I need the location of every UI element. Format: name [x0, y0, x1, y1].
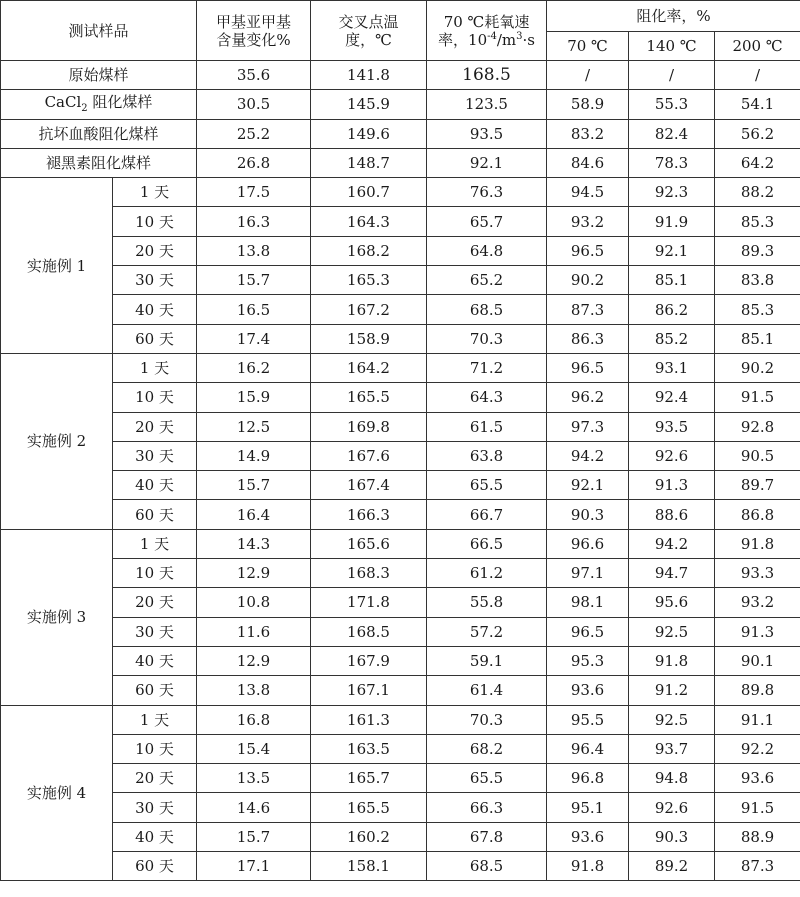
cell-r140: 93.7	[629, 734, 715, 763]
cell-r140: 95.6	[629, 588, 715, 617]
cell-r140: 91.3	[629, 471, 715, 500]
cell-cross: 167.2	[311, 295, 427, 324]
cell-r200: 90.1	[715, 646, 800, 675]
cell-methyl: 26.8	[197, 148, 311, 177]
cell-r140: 92.1	[629, 236, 715, 265]
cell-oxy: 67.8	[427, 822, 547, 851]
cell-r140: 89.2	[629, 852, 715, 881]
cell-r200: 90.5	[715, 441, 800, 470]
header-t70: 70 ℃	[547, 32, 629, 61]
cell-day: 1 天	[113, 529, 197, 558]
cell-r200: 93.3	[715, 559, 800, 588]
cell-r140: 92.6	[629, 793, 715, 822]
cell-oxy: 57.2	[427, 617, 547, 646]
cell-methyl: 30.5	[197, 90, 311, 119]
table-row	[1, 441, 800, 470]
sample-name: 原始煤样	[1, 61, 197, 90]
header-t200: 200 ℃	[715, 32, 800, 61]
table-row	[1, 383, 800, 412]
cell-cross: 145.9	[311, 90, 427, 119]
cell-r140: 85.2	[629, 324, 715, 353]
group-rows	[1, 178, 800, 881]
cell-r70: 84.6	[547, 148, 629, 177]
cell-methyl: 11.6	[197, 617, 311, 646]
cell-r140: 93.5	[629, 412, 715, 441]
cell-oxy: 61.5	[427, 412, 547, 441]
cell-methyl: 35.6	[197, 61, 311, 90]
cell-r140: 86.2	[629, 295, 715, 324]
cell-day: 30 天	[113, 441, 197, 470]
cell-r200: 86.8	[715, 500, 800, 529]
table-row	[1, 119, 800, 148]
header-t140: 140 ℃	[629, 32, 715, 61]
table-row	[1, 90, 800, 119]
cell-cross: 165.3	[311, 266, 427, 295]
cell-r200: 85.1	[715, 324, 800, 353]
group-label: 实施例 2	[1, 353, 113, 529]
cell-methyl: 15.4	[197, 734, 311, 763]
cell-methyl: 14.9	[197, 441, 311, 470]
group-label: 实施例 4	[1, 705, 113, 881]
cell-r70: 95.3	[547, 646, 629, 675]
cell-methyl: 17.5	[197, 178, 311, 207]
cell-r70: 96.5	[547, 236, 629, 265]
cell-methyl: 15.9	[197, 383, 311, 412]
cell-r200: 92.8	[715, 412, 800, 441]
cell-day: 1 天	[113, 178, 197, 207]
cell-oxy: 68.5	[427, 295, 547, 324]
cell-r200: 85.3	[715, 295, 800, 324]
cell-r200: 87.3	[715, 852, 800, 881]
cell-oxy: 66.3	[427, 793, 547, 822]
cell-methyl: 14.6	[197, 793, 311, 822]
cell-r140: 92.4	[629, 383, 715, 412]
cell-cross: 165.5	[311, 793, 427, 822]
cell-oxy: 61.2	[427, 559, 547, 588]
cell-oxy: 63.8	[427, 441, 547, 470]
cell-methyl: 17.4	[197, 324, 311, 353]
cell-r200: 88.2	[715, 178, 800, 207]
cell-cross: 168.2	[311, 236, 427, 265]
cell-day: 60 天	[113, 852, 197, 881]
cell-oxy: 65.5	[427, 471, 547, 500]
table-row	[1, 266, 800, 295]
cell-cross: 167.1	[311, 676, 427, 705]
cell-r200: 85.3	[715, 207, 800, 236]
group-label: 实施例 3	[1, 529, 113, 705]
cell-r200: 93.2	[715, 588, 800, 617]
cell-r70: 93.2	[547, 207, 629, 236]
cell-cross: 169.8	[311, 412, 427, 441]
cell-cross: 165.5	[311, 383, 427, 412]
cell-r200: 83.8	[715, 266, 800, 295]
cell-day: 60 天	[113, 500, 197, 529]
table-row	[1, 178, 800, 207]
cell-r140: 93.1	[629, 353, 715, 382]
cell-day: 30 天	[113, 793, 197, 822]
cell-r200: 56.2	[715, 119, 800, 148]
cell-r200: 91.3	[715, 617, 800, 646]
table-row	[1, 529, 800, 558]
cell-r70: 93.6	[547, 676, 629, 705]
table-row	[1, 822, 800, 851]
header-cross-temp: 交叉点温 度，℃	[311, 1, 427, 61]
cell-r200: 91.5	[715, 383, 800, 412]
cell-day: 1 天	[113, 705, 197, 734]
cell-r70: 94.5	[547, 178, 629, 207]
cell-r70: 95.1	[547, 793, 629, 822]
cell-methyl: 13.8	[197, 236, 311, 265]
cell-day: 40 天	[113, 822, 197, 851]
cell-r140: 92.6	[629, 441, 715, 470]
cell-r70: 96.5	[547, 353, 629, 382]
cell-r70: 96.6	[547, 529, 629, 558]
cell-r200: 64.2	[715, 148, 800, 177]
cell-r70: 92.1	[547, 471, 629, 500]
cell-cross: 167.9	[311, 646, 427, 675]
cell-r140: 94.2	[629, 529, 715, 558]
cell-oxy: 65.7	[427, 207, 547, 236]
cell-r140: /	[629, 61, 715, 90]
cell-oxy: 55.8	[427, 588, 547, 617]
cell-r70: 97.3	[547, 412, 629, 441]
cell-r140: 78.3	[629, 148, 715, 177]
cell-r140: 91.2	[629, 676, 715, 705]
cell-methyl: 12.5	[197, 412, 311, 441]
cell-r70: 96.8	[547, 764, 629, 793]
cell-r200: 91.8	[715, 529, 800, 558]
table-row	[1, 500, 800, 529]
cell-methyl: 15.7	[197, 822, 311, 851]
cell-r70: 97.1	[547, 559, 629, 588]
cell-r70: 93.6	[547, 822, 629, 851]
cell-day: 10 天	[113, 734, 197, 763]
table-row	[1, 588, 800, 617]
cell-day: 20 天	[113, 412, 197, 441]
header-methyl: 甲基亚甲基 含量变化%	[197, 1, 311, 61]
cell-r200: /	[715, 61, 800, 90]
cell-cross: 160.2	[311, 822, 427, 851]
cell-cross: 165.6	[311, 529, 427, 558]
cell-methyl: 16.4	[197, 500, 311, 529]
cell-r70: 98.1	[547, 588, 629, 617]
cell-oxy: 68.2	[427, 734, 547, 763]
cell-r200: 92.2	[715, 734, 800, 763]
cell-r200: 93.6	[715, 764, 800, 793]
cell-day: 10 天	[113, 207, 197, 236]
cell-r70: 96.4	[547, 734, 629, 763]
cell-day: 60 天	[113, 324, 197, 353]
cell-r200: 89.8	[715, 676, 800, 705]
cell-oxy: 68.5	[427, 852, 547, 881]
cell-day: 40 天	[113, 471, 197, 500]
table-row	[1, 61, 800, 90]
cell-r140: 92.3	[629, 178, 715, 207]
cell-r70: 83.2	[547, 119, 629, 148]
table-row	[1, 852, 800, 881]
table-row	[1, 646, 800, 675]
cell-oxy: 168.5	[427, 61, 547, 90]
cell-r140: 94.8	[629, 764, 715, 793]
cell-methyl: 12.9	[197, 559, 311, 588]
cell-cross: 168.5	[311, 617, 427, 646]
cell-cross: 158.9	[311, 324, 427, 353]
cell-day: 20 天	[113, 764, 197, 793]
cell-methyl: 15.7	[197, 471, 311, 500]
cell-day: 30 天	[113, 617, 197, 646]
cell-cross: 158.1	[311, 852, 427, 881]
table-row	[1, 617, 800, 646]
cell-methyl: 12.9	[197, 646, 311, 675]
cell-oxy: 59.1	[427, 646, 547, 675]
cell-oxy: 64.3	[427, 383, 547, 412]
cell-methyl: 15.7	[197, 266, 311, 295]
cell-cross: 163.5	[311, 734, 427, 763]
cell-oxy: 71.2	[427, 353, 547, 382]
cell-day: 20 天	[113, 588, 197, 617]
cell-r70: 87.3	[547, 295, 629, 324]
cell-r70: 90.2	[547, 266, 629, 295]
table-row	[1, 324, 800, 353]
cell-cross: 164.2	[311, 353, 427, 382]
cell-oxy: 123.5	[427, 90, 547, 119]
cell-methyl: 16.5	[197, 295, 311, 324]
cell-r140: 94.7	[629, 559, 715, 588]
cell-methyl: 25.2	[197, 119, 311, 148]
cell-r70: 96.5	[547, 617, 629, 646]
cell-r140: 88.6	[629, 500, 715, 529]
cell-methyl: 16.8	[197, 705, 311, 734]
cell-oxy: 92.1	[427, 148, 547, 177]
cell-day: 10 天	[113, 559, 197, 588]
cell-oxy: 61.4	[427, 676, 547, 705]
cell-day: 40 天	[113, 646, 197, 675]
cell-methyl: 14.3	[197, 529, 311, 558]
header-inhibition: 阻化率，%	[547, 1, 800, 32]
cell-cross: 149.6	[311, 119, 427, 148]
table-row	[1, 676, 800, 705]
cell-cross: 167.4	[311, 471, 427, 500]
cell-day: 1 天	[113, 353, 197, 382]
table-row	[1, 236, 800, 265]
table-row	[1, 295, 800, 324]
cell-cross: 164.3	[311, 207, 427, 236]
cell-r70: /	[547, 61, 629, 90]
cell-methyl: 13.5	[197, 764, 311, 793]
cell-r70: 58.9	[547, 90, 629, 119]
table-row	[1, 412, 800, 441]
cell-oxy: 65.5	[427, 764, 547, 793]
cell-r70: 86.3	[547, 324, 629, 353]
header-oxygen-rate: 70 ℃耗氧速 率，$10^{-4}/m^3\cdot s$	[427, 1, 547, 61]
cell-day: 60 天	[113, 676, 197, 705]
cell-r70: 96.2	[547, 383, 629, 412]
sample-name: CaCl$_2$ 阻化煤样	[1, 90, 197, 119]
cell-r140: 92.5	[629, 705, 715, 734]
cell-cross: 171.8	[311, 588, 427, 617]
sample-name: 抗坏血酸阻化煤样	[1, 119, 197, 148]
cell-r200: 88.9	[715, 822, 800, 851]
cell-oxy: 64.8	[427, 236, 547, 265]
cell-r140: 90.3	[629, 822, 715, 851]
table-row	[1, 353, 800, 382]
cell-r140: 91.9	[629, 207, 715, 236]
cell-methyl: 16.3	[197, 207, 311, 236]
table-row	[1, 471, 800, 500]
cell-oxy: 76.3	[427, 178, 547, 207]
cell-cross: 168.3	[311, 559, 427, 588]
cell-r70: 90.3	[547, 500, 629, 529]
cell-methyl: 10.8	[197, 588, 311, 617]
cell-r200: 91.5	[715, 793, 800, 822]
table-row	[1, 734, 800, 763]
cell-r140: 85.1	[629, 266, 715, 295]
table-row	[1, 764, 800, 793]
cell-day: 30 天	[113, 266, 197, 295]
header-row-1	[1, 1, 800, 32]
table-row	[1, 148, 800, 177]
table-row	[1, 705, 800, 734]
cell-r200: 90.2	[715, 353, 800, 382]
cell-methyl: 17.1	[197, 852, 311, 881]
cell-r70: 95.5	[547, 705, 629, 734]
cell-cross: 141.8	[311, 61, 427, 90]
cell-oxy: 93.5	[427, 119, 547, 148]
cell-oxy: 66.7	[427, 500, 547, 529]
cell-methyl: 13.8	[197, 676, 311, 705]
cell-oxy: 65.2	[427, 266, 547, 295]
table-row	[1, 793, 800, 822]
cell-cross: 165.7	[311, 764, 427, 793]
table-row	[1, 559, 800, 588]
cell-cross: 160.7	[311, 178, 427, 207]
cell-r70: 91.8	[547, 852, 629, 881]
cell-day: 10 天	[113, 383, 197, 412]
table-row	[1, 207, 800, 236]
cell-r200: 89.7	[715, 471, 800, 500]
cell-day: 40 天	[113, 295, 197, 324]
cell-r200: 89.3	[715, 236, 800, 265]
cell-r140: 55.3	[629, 90, 715, 119]
cell-oxy: 66.5	[427, 529, 547, 558]
group-label: 实施例 1	[1, 178, 113, 354]
sample-name: 褪黑素阻化煤样	[1, 148, 197, 177]
cell-oxy: 70.3	[427, 324, 547, 353]
cell-r200: 91.1	[715, 705, 800, 734]
cell-cross: 166.3	[311, 500, 427, 529]
cell-cross: 161.3	[311, 705, 427, 734]
cell-cross: 148.7	[311, 148, 427, 177]
cell-oxy: 70.3	[427, 705, 547, 734]
cell-r140: 91.8	[629, 646, 715, 675]
cell-r140: 92.5	[629, 617, 715, 646]
cell-r140: 82.4	[629, 119, 715, 148]
header-sample: 测试样品	[1, 1, 197, 61]
cell-r70: 94.2	[547, 441, 629, 470]
cell-methyl: 16.2	[197, 353, 311, 382]
cell-day: 20 天	[113, 236, 197, 265]
cell-r200: 54.1	[715, 90, 800, 119]
cell-cross: 167.6	[311, 441, 427, 470]
